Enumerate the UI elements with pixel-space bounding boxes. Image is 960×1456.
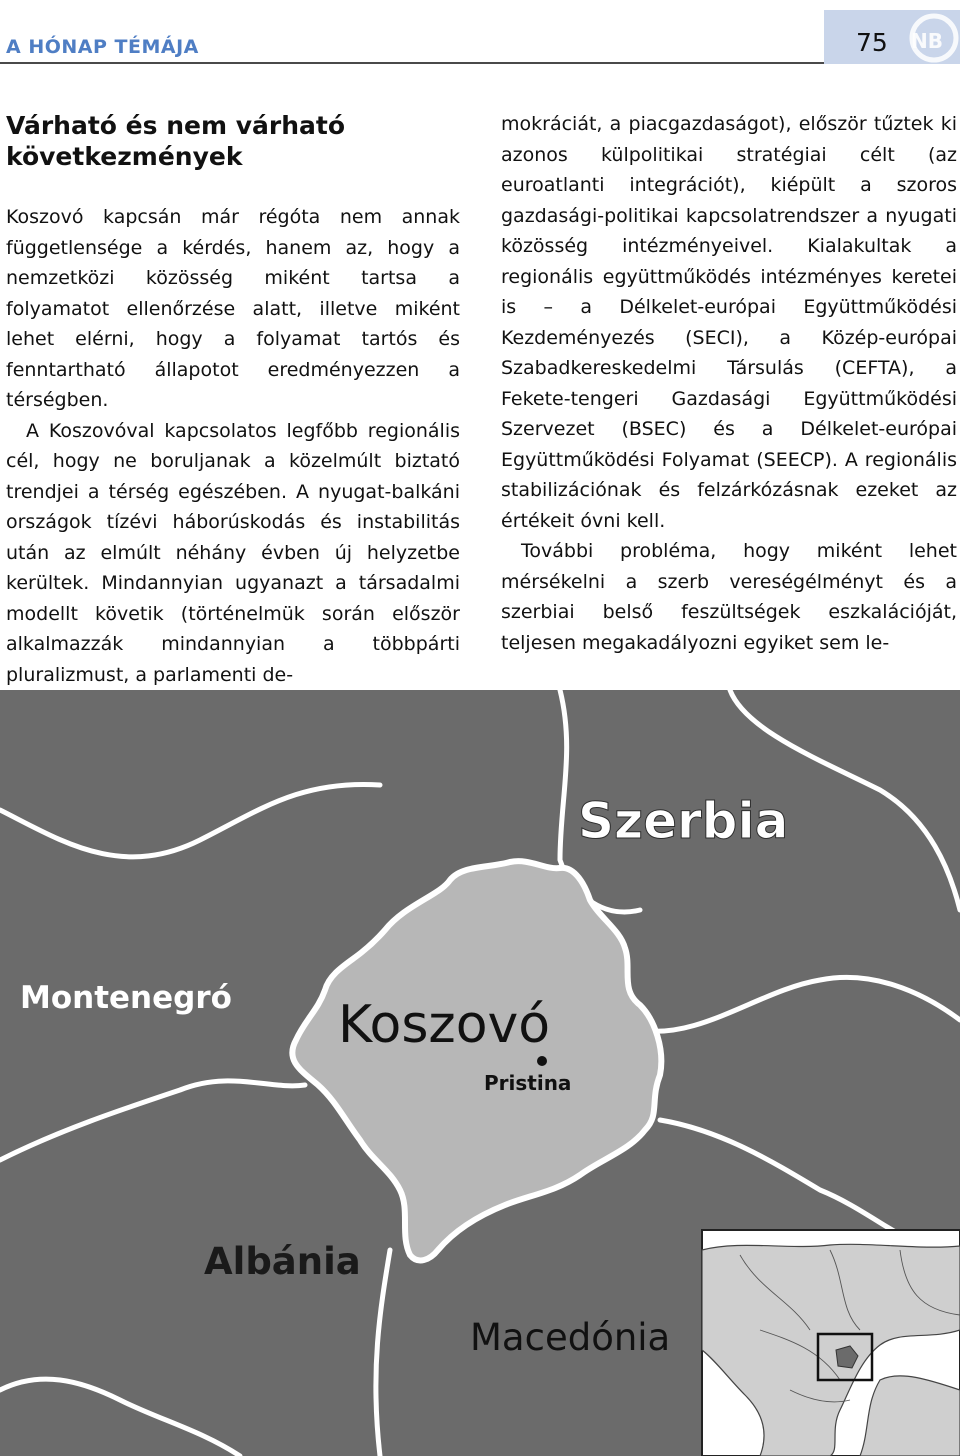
- label-macedonia: Macedónia: [470, 1316, 671, 1359]
- nb-logo: [906, 12, 960, 64]
- paragraph: mokráciát, a piacgazdaságot), először tűztek ki azonos külpolitikai stratégiai célt (az euroatlanti integrációt), kiépült a szoros gazdasági-politikai kapcsolatrendszer a nyugati közösség intézményeivel. Kialakultak a regionális együttműködés intézményes keretei is – a Délkelet-európai Együttműködési Kezdeményezés (SECI), a Közép-európai Szabadkereskedelmi Társulás (CEFTA), a Fekete-tengeri Gazdasági Együttműködési Szervezet (BSEC) és a Délkelet-európai Együttműködési Folyamat (SEECP). A regionális stabilizációnak és felzárkózásnak ezeket az értékeit óvni kell.: [501, 113, 957, 532]
- nb-logo-text: NB: [911, 29, 943, 53]
- paragraph: A Koszovóval kapcsolatos legfőbb regionális cél, hogy ne boruljanak a közelmúlt biztató trendjei a térség egészében. A nyugat-balkáni országok tízévi háborúskodás és instabilitás után az elmúlt néhány évben új helyzetbe kerültek. Mindannyian ugyanazt a társadalmi modellt követik (történelmük során először alkalmazzák mindannyian a többpárti pluralizmust, a parlamenti de-: [6, 419, 460, 686]
- pristina-dot: [537, 1056, 547, 1066]
- paragraph: További probléma, hogy miként lehet mérsékelni a szerb vereségélményt és a szerbiai belső feszültségek eszkalációját, teljesen megakadályozni egyiket sem le-: [501, 540, 957, 654]
- article-title: Várható és nem várható következmények: [6, 111, 346, 171]
- kosovo-map: [0, 690, 960, 1456]
- right-column: [501, 109, 957, 658]
- label-kosovo: Koszovó: [338, 995, 551, 1055]
- inset-map: [702, 1230, 960, 1456]
- section-header: A HÓNAP TÉMÁJA: [6, 36, 199, 58]
- label-albania: Albánia: [204, 1240, 361, 1283]
- paragraph: Koszovó kapcsán már régóta nem annak függetlensége a kérdés, hanem az, hogy a nemzetközi közösség miként tartsa a folyamatot ellenőrzése alatt, illetve miként lehet elérni, hogy a folyamat tartós és fenntartható állapotot eredményezzen a térségben.: [6, 206, 460, 411]
- label-serbia: Szerbia: [578, 792, 789, 850]
- page-number: 75: [856, 28, 888, 57]
- left-column: [6, 202, 460, 690]
- label-montenegro: Montenegró: [20, 980, 232, 1016]
- label-pristina: Pristina: [484, 1071, 572, 1095]
- header-rule: [0, 62, 824, 64]
